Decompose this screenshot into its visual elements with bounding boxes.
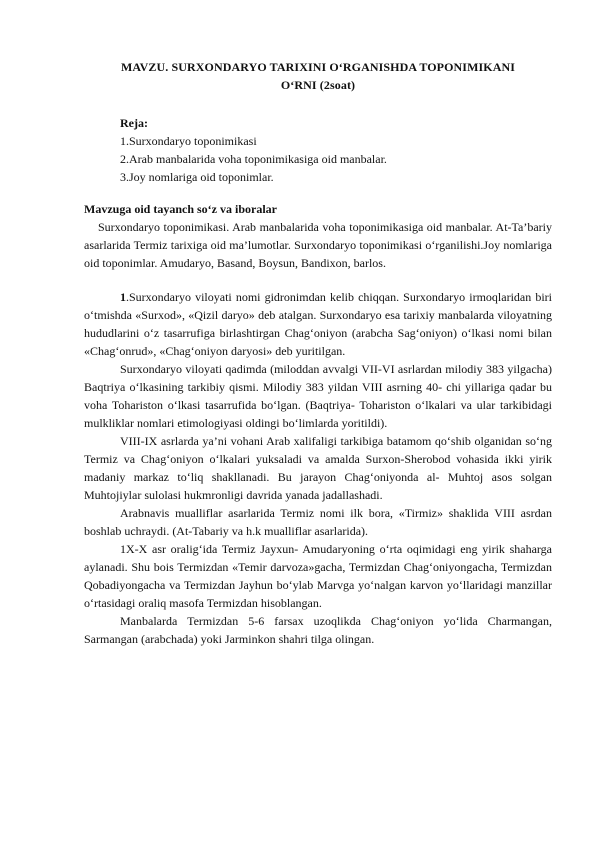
paragraph-1-text: .Surxondaryo viloyati nomi gidronimdan kelib chiqqan. Surxondaryo irmoqlaridan biri o‘tmishda «Surxod», «Qizil daryo» deb atalgan. Surxondaryo esa tarixiy manbalarda viloyatning hududlarini o‘z tasarrufiga birlashtirgan Chag‘oniyon (arabcha Sag‘oniyon) o‘lkasi nomi bilan «Chag‘onrud», «Chag‘oniyon daryosi» deb yuritilgan. <box>84 290 552 358</box>
paragraph-1 <box>84 288 552 360</box>
keywords-section <box>84 200 552 272</box>
paragraph-2: Surxondaryo viloyati qadimda (miloddan avvalgi VII-VI asrlardan milodiy 383 yilgacha) Baqtriya o‘lkasining tarkibiy qismi. Milodiy 383 yildan VIII asrning 40- chi yillariga qadar bu voha Toharistоn o‘lkasi tasarrufida bo‘lgan. (Baqtriya- Toharistоn o‘lkalari va ular tarkibidagi mulkliklar nomlari etimologiyasi oldingi bo‘limlarda yoritildi). <box>84 362 552 430</box>
spacer <box>84 186 552 200</box>
paragraph-3: VIII-IX asrlarda ya’ni vohani Arab xalifaligi tarkibiga batamom qo‘shib olganidan so‘ng Termiz va Chag‘oniyon o‘lkalari yuksaladi va amalda Surxon-Sherobod vohasida ikki yirik madaniy markaz to‘liq shakllanadi. Bu jarayon Chag‘oniyonda al- Muhtoj asos solgan Muhtojiylar sulolasi hukmronligi davrida yanada jadallashadi. <box>84 434 552 502</box>
paragraph-6: Manbalarda Termizdan 5-6 farsax uzoqlikda Chag‘oniyon yo‘lida Charmangan, Sarmangan (arabchada) yoki Jarminkon shahri tilga olingan. <box>84 614 552 646</box>
document-page <box>84 58 552 648</box>
plan-section <box>120 114 552 186</box>
title-line-1: MAVZU. SURXONDARYO TARIXINI O‘RGANISHDA TOPONIMIKANI <box>120 60 516 74</box>
title-line-2: O‘RNI (2soat) <box>280 78 356 92</box>
keywords-text: Surxondaryo toponimikasi. Arab manbalarida voha toponimikasiga oid manbalar. At-Ta’bariy asarlarida Termiz tarixiga oid ma’lumotlar. Surxondaryo toponimikasi o‘rganilishi.Joy nomlariga oid toponimlar. Amudaryo, Basand, Boysun, Bandixon, barlos. <box>84 220 552 270</box>
page-title <box>84 58 552 94</box>
paragraph-5: 1X-X asr oralig‘ida Termiz Jayxun- Amudaryoning o‘rta oqimidagi eng yirik shaharga aylanadi. Shu bois Termizdan «Temir darvoza»gacha, Termizdan Chag‘oniyongacha, Termizdan Qobadiyongacha va Termizdan Jayhun bo‘ylab Marvga yo‘nalgan karvon yo‘llaridagi manzillar o‘rtasidagi oraliq masofa Termizdan hisoblangan. <box>84 542 552 610</box>
spacer <box>84 272 552 288</box>
plan-item-1: 1.Surxondaryo toponimikasi <box>120 134 257 148</box>
keywords-heading: Mavzuga oid tayanch so‘z va iboralar <box>84 202 277 216</box>
plan-heading: Reja: <box>120 116 148 130</box>
plan-item-2: 2.Arab manbalarida voha toponimikasiga oid manbalar. <box>120 152 387 166</box>
paragraph-number: 1 <box>120 290 126 304</box>
body-section <box>84 288 552 648</box>
plan-item-3: 3.Joy nomlariga oid toponimlar. <box>120 170 274 184</box>
paragraph-4: Arabnavis mualliflar asarlarida Termiz nomi ilk bora, «Tirmiz» shaklida VIII asrdan boshlab uchraydi. (At-Tabariy va h.k mualliflar asarlarida). <box>84 506 552 538</box>
